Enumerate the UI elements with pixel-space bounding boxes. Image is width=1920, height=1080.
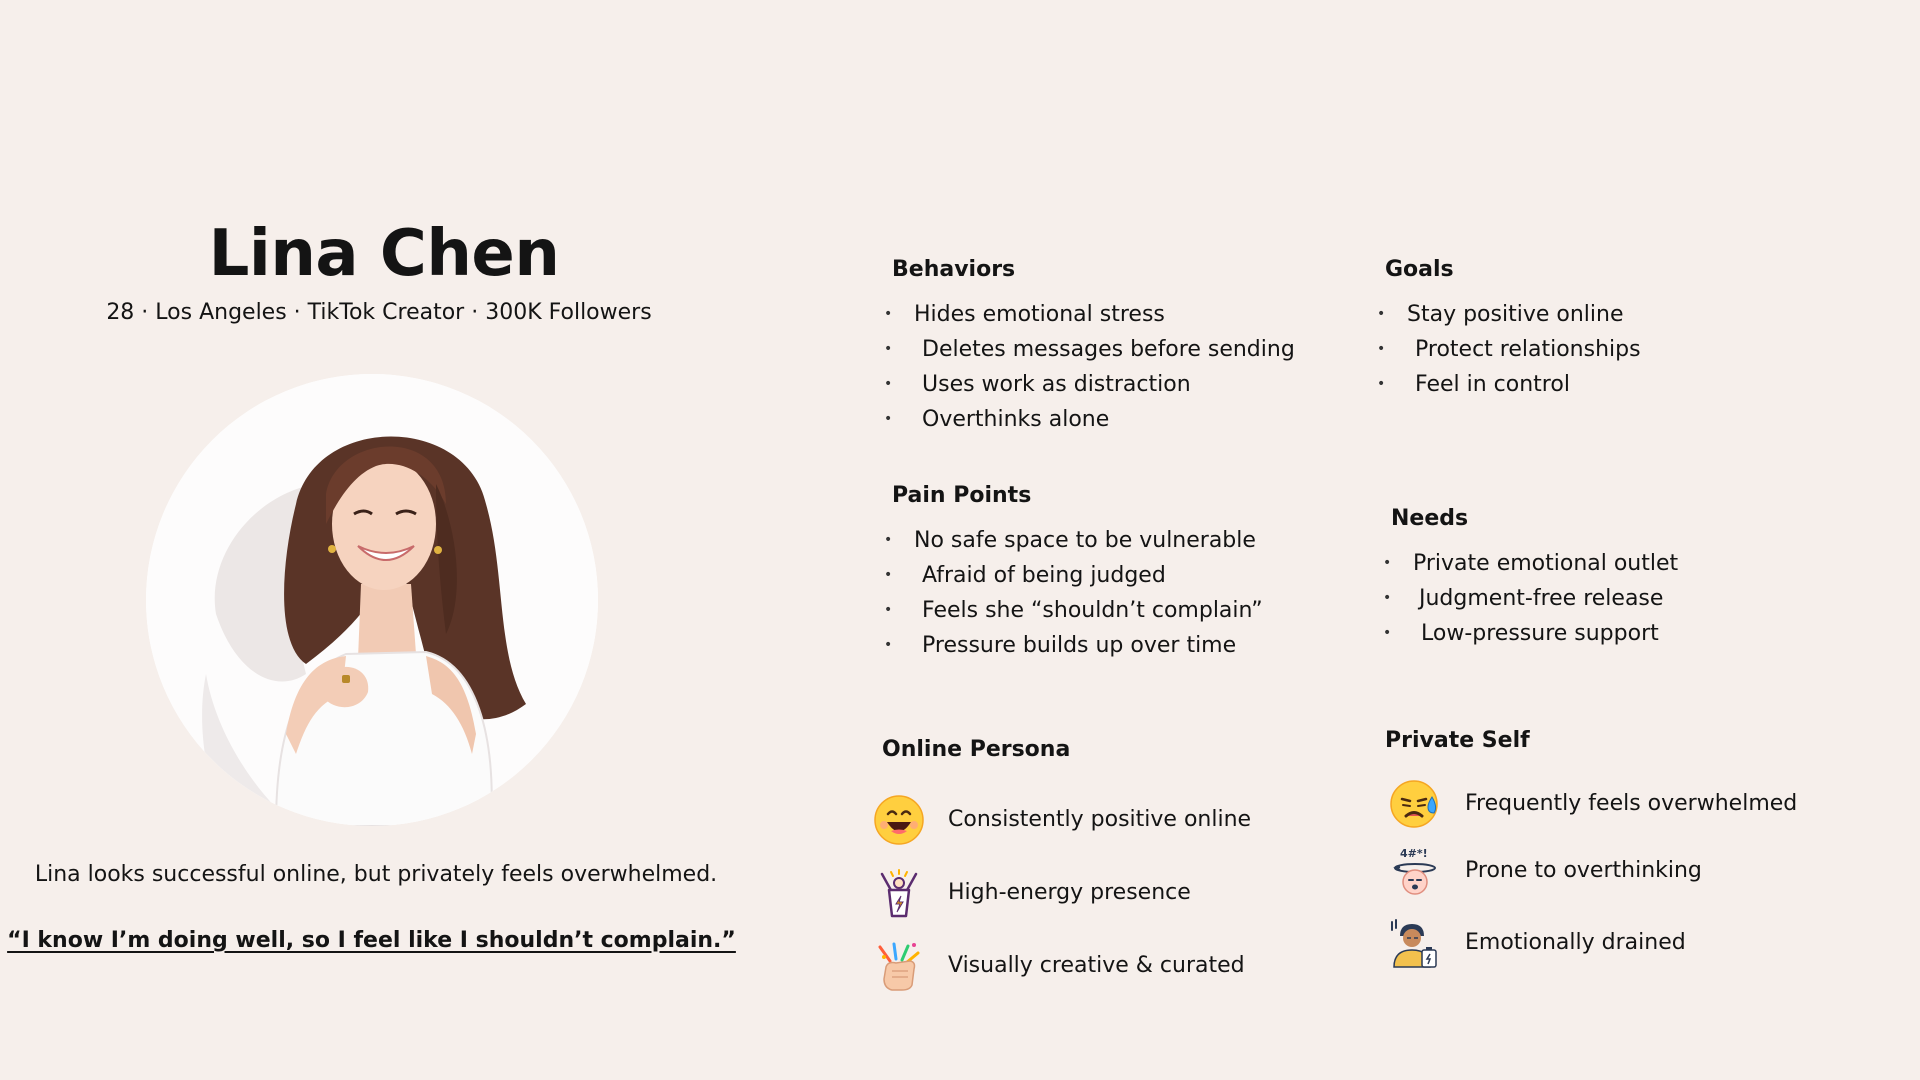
private-self-list [1385,770,1797,982]
list-item: • Afraid of being judged [892,558,1263,593]
pain-points-section [884,481,1263,663]
list-item: • Stay positive online [1385,297,1641,332]
list-item [1385,837,1797,904]
bullet-icon: • [1377,306,1386,322]
list-item: • Uses work as distraction [892,367,1295,402]
goals-list [1377,297,1641,402]
pain-points-title: Pain Points [892,483,1032,508]
goals-title: Goals [1385,257,1454,282]
online-persona-list [874,783,1251,1002]
goals-section [1377,255,1641,402]
bullet-icon: • [884,532,893,548]
list-item: • Judgment-free release [1391,581,1678,616]
creative-hand-icon [874,941,924,991]
list-item: • Pressure builds up over time [892,628,1263,663]
persona-meta: 28 · Los Angeles · TikTok Creator · 300K Followers [106,300,652,325]
bullet-icon: • [1377,341,1386,357]
list-item-label: Consistently positive online [948,806,1252,832]
list-item: • Hides emotional stress [892,297,1295,332]
online-persona-title: Online Persona [882,737,1071,762]
private-self-title: Private Self [1385,728,1530,753]
list-item: • Private emotional outlet [1391,546,1678,581]
persona-summary: Lina looks successful online, but privately feels overwhelmed. [34,862,718,887]
online-persona-section [874,735,1251,1002]
bullet-icon: • [884,411,893,427]
list-item: • Overthinks alone [892,402,1295,437]
tired-worker-icon [1390,918,1440,968]
list-item: • Low-pressure support [1391,616,1678,651]
persona-quote: “I know I’m doing well, so I feel like I shouldn’t complain.” [7,928,736,953]
sweating-face-icon [1390,779,1440,829]
bullet-icon: • [884,602,893,618]
list-item: • Deletes messages before sending [892,332,1295,367]
needs-list [1383,546,1679,651]
cheering-person-icon [874,868,924,918]
laughing-face-icon [874,795,924,845]
list-item [1385,770,1797,837]
profile-photo [146,374,598,826]
list-item: • Protect relationships [1385,332,1641,367]
list-item: • Feel in control [1385,367,1641,402]
bullet-icon: • [884,306,893,322]
needs-title: Needs [1391,506,1469,531]
list-item [1385,904,1797,982]
list-item: • Feels she “shouldn’t complain” [892,593,1263,628]
bullet-icon: • [1383,555,1392,571]
list-item: • No safe space to be vulnerable [892,523,1263,558]
list-item-label: Frequently feels overwhelmed [1465,790,1798,816]
pain-points-list [884,523,1263,663]
bullet-icon: • [884,376,893,392]
persona-name: Lina Chen [208,217,560,291]
list-item-label: High-energy presence [948,879,1191,905]
list-item [874,929,1251,1002]
behaviors-list [884,297,1295,437]
portrait-illustration [146,374,598,826]
list-item-label: Prone to overthinking [1465,857,1702,883]
needs-section [1383,504,1679,651]
behaviors-section [884,255,1295,437]
bullet-icon: • [884,637,893,653]
bullet-icon: • [1377,376,1386,392]
list-item [874,783,1251,856]
bullet-icon: • [1383,625,1392,641]
private-self-section [1385,726,1797,982]
bullet-icon: • [1383,590,1392,606]
list-item-label: Visually creative & curated [948,952,1245,978]
list-item [874,856,1251,929]
confused-person-icon [1390,846,1440,896]
bullet-icon: • [884,341,893,357]
svg-text:4#*!: 4#*! [1400,846,1428,860]
bullet-icon: • [884,567,893,583]
behaviors-title: Behaviors [892,257,1016,282]
list-item-label: Emotionally drained [1465,930,1686,955]
